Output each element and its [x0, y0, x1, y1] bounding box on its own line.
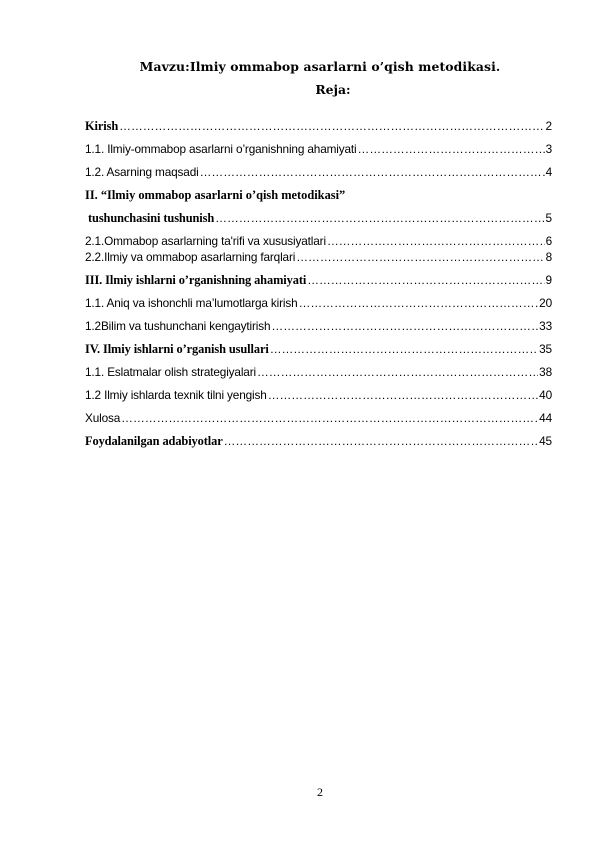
dot-leader: [271, 319, 538, 333]
toc-page-number: 33: [539, 319, 552, 333]
toc-entry-label: 2.2.Ilmiy va ommabop asarlarning farqlari: [85, 250, 296, 264]
page-number: 2: [317, 785, 323, 799]
dot-leader: [299, 296, 539, 310]
dot-leader: [215, 211, 544, 225]
dot-leader: [307, 273, 544, 287]
toc-page-number: 45: [539, 434, 552, 448]
toc-page-number: 8: [545, 250, 552, 264]
dot-leader: [200, 165, 545, 179]
toc-entry-label: Foydalanilgan adabiyotlar: [85, 434, 223, 448]
dot-leader: [270, 342, 538, 356]
toc-entry-1-1[interactable]: [85, 142, 552, 158]
toc-page-number: 40: [539, 388, 552, 402]
dot-leader: [121, 411, 538, 425]
toc-entry-label: 1.1. Eslatmalar olish strategiyalari: [85, 365, 256, 379]
toc-entry-4-2[interactable]: [85, 388, 552, 404]
toc-entry-label: Xulosa: [85, 411, 121, 425]
toc-entry-2-2[interactable]: [85, 250, 552, 266]
document-title: Mavzu:Ilmiy ommabop asarlarni o’qish metodikasi.: [139, 59, 501, 74]
toc-entry-3-2[interactable]: [85, 319, 552, 335]
toc-entry-label: Kirish: [85, 119, 119, 133]
toc-entry-1-2[interactable]: [85, 165, 552, 181]
toc-entry-adabiyotlar[interactable]: [85, 434, 552, 450]
dot-leader: [268, 388, 538, 402]
toc-entry-iii[interactable]: [85, 273, 552, 289]
toc-entry-label: III. Ilmiy ishlarni o’rganishning ahamiyati: [85, 273, 307, 287]
dot-leader: [327, 234, 545, 248]
toc-entry-2-1[interactable]: [85, 234, 552, 250]
toc-entry-xulosa[interactable]: [85, 411, 552, 427]
dot-leader: [224, 434, 538, 448]
toc-entry-label: tushunchasini tushunish: [85, 211, 215, 225]
toc-entry-4-1[interactable]: [85, 365, 552, 381]
dot-leader: [257, 365, 538, 379]
toc-page-number: 4: [545, 165, 552, 179]
toc-entry-iv[interactable]: [85, 342, 552, 358]
plan-heading: Reja:: [315, 82, 351, 97]
dot-leader: [358, 142, 545, 156]
toc-entry-label: 2.1.Ommabop asarlarning ta'rifi va xususiyatlari: [85, 234, 326, 248]
toc-entry-label: 1.1. Aniq va ishonchli ma’lumotlarga kirish: [85, 296, 298, 310]
toc-entry-label: 1.2. Asarning maqsadi: [85, 165, 199, 179]
toc-page-number: 20: [539, 296, 552, 310]
toc-entry-ii[interactable]: [85, 211, 552, 227]
dot-leader: [296, 250, 544, 264]
toc-entry-label: IV. Ilmiy ishlarni o’rganish usullari: [85, 342, 269, 356]
toc-page-number: 5: [545, 211, 552, 225]
toc-section-heading-ii[interactable]: II. “Ilmiy ommabop asarlarni o’qish metodikasi”: [85, 188, 346, 202]
toc-page-number: 9: [545, 273, 552, 287]
toc-entry-3-1[interactable]: [85, 296, 552, 312]
dot-leader: [119, 119, 544, 133]
toc-page-number: 38: [539, 365, 552, 379]
toc-entry-kirish[interactable]: [85, 119, 552, 135]
toc-page-number: 44: [539, 411, 552, 425]
toc-page-number: 3: [545, 142, 552, 156]
toc-page-number: 6: [545, 234, 552, 248]
toc-entry-label: 1.1. Ilmiy-ommabop asarlarni o’rganishning ahamiyati: [85, 142, 357, 156]
toc-entry-label: 1.2 Ilmiy ishlarda texnik tilni yengish: [85, 388, 267, 402]
toc-page-number: 2: [545, 119, 552, 133]
toc-entry-label: 1.2Bilim va tushunchani kengaytirish: [85, 319, 271, 333]
toc-page-number: 35: [539, 342, 552, 356]
